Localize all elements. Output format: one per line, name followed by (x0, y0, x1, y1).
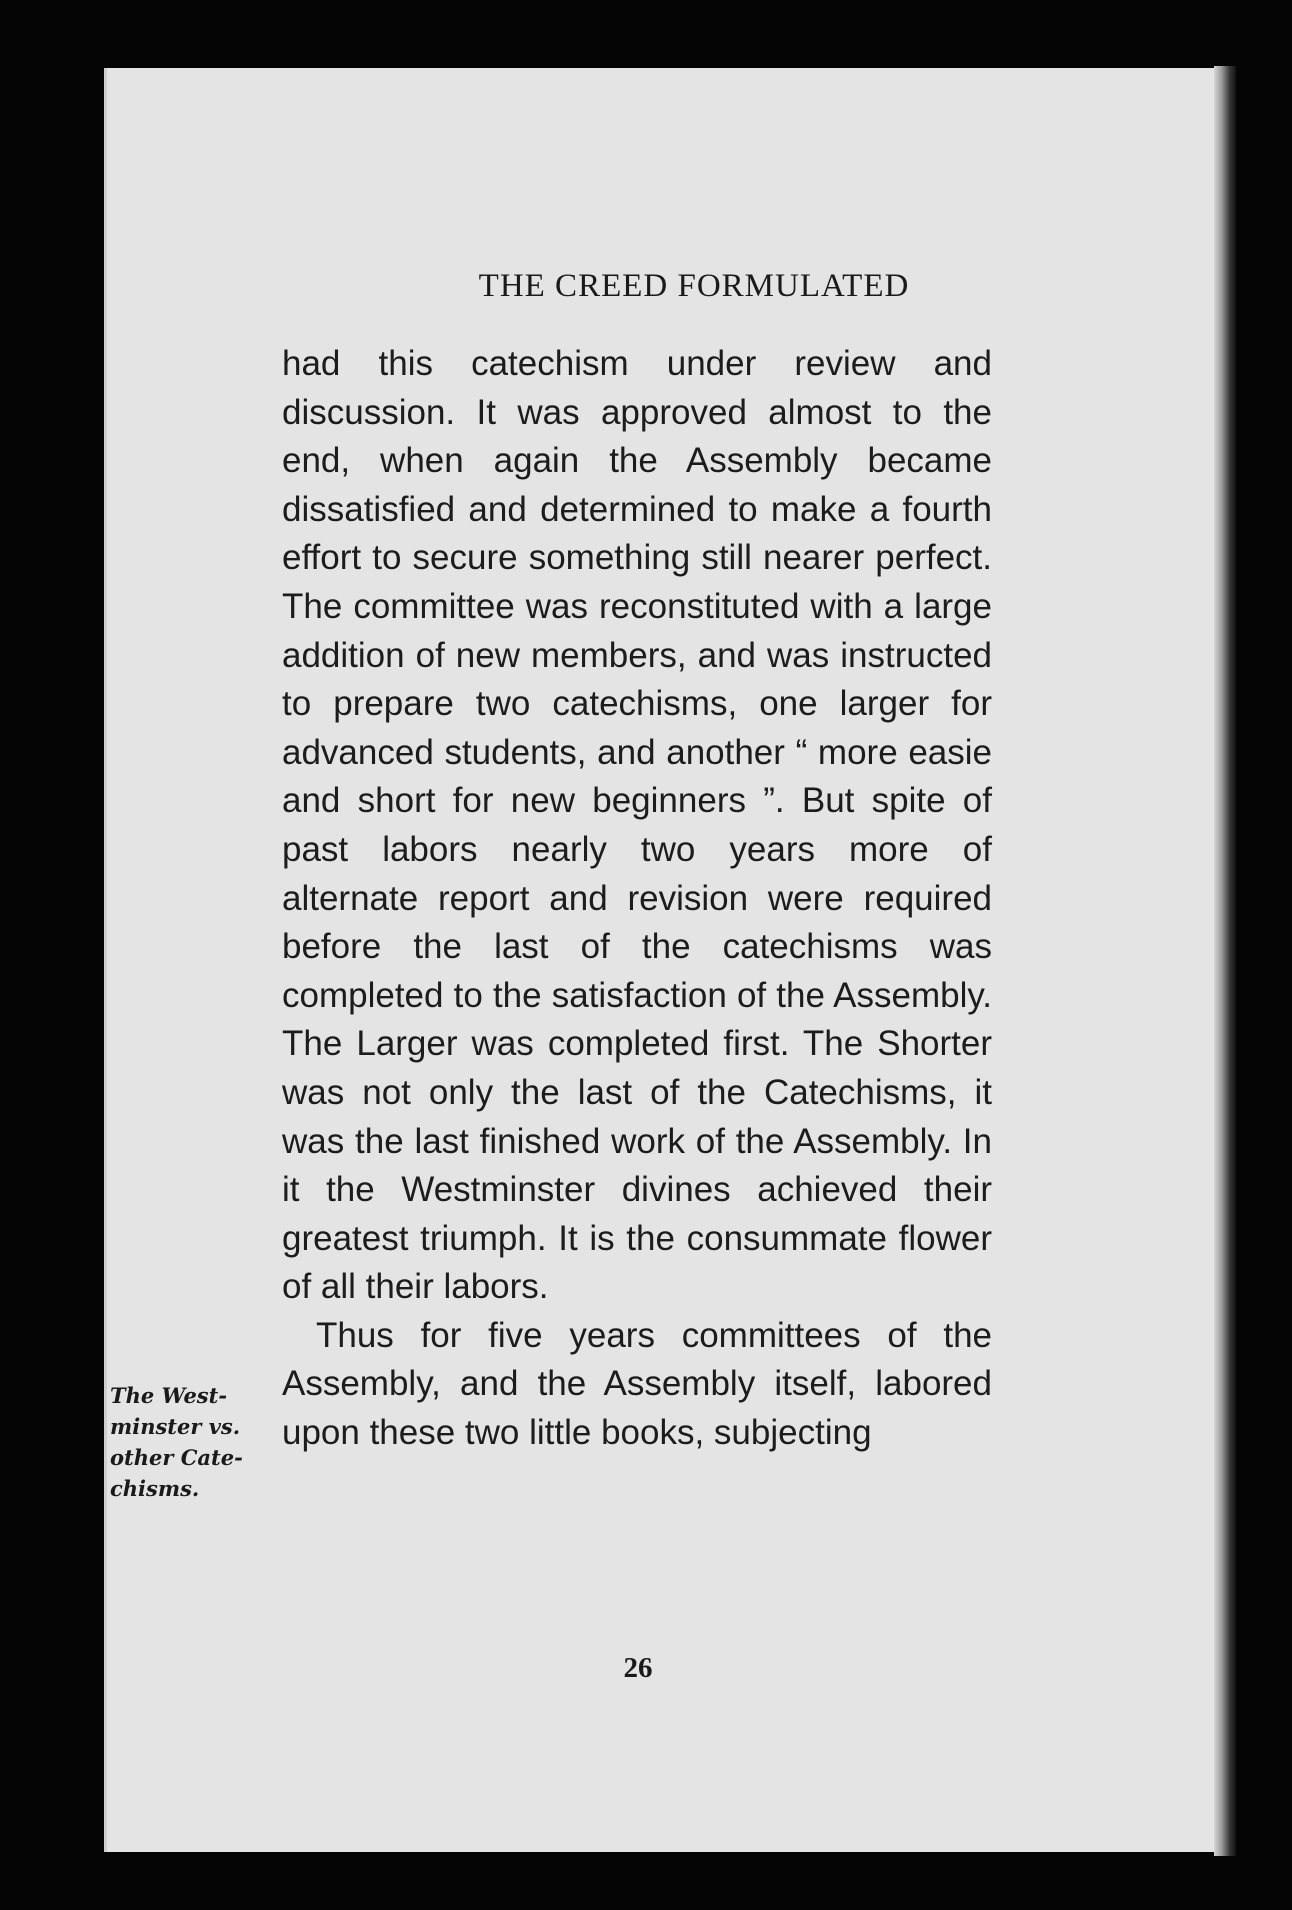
margin-note-line: other Cate- (110, 1445, 243, 1470)
running-head: THE CREED FORMULATED (478, 268, 910, 304)
margin-note-line: The West- (110, 1383, 228, 1408)
body-text (282, 340, 992, 1458)
margin-note-line: minster vs. (110, 1414, 241, 1439)
page-edge-shadow (1214, 66, 1236, 1856)
margin-note-line: chisms. (110, 1476, 200, 1501)
margin-note (110, 1380, 270, 1504)
paragraph-2: Thus for five years committees of the Assembly, and the Assembly itself, labored upon these two little books, subjecting (282, 1315, 992, 1453)
page-number: 26 (623, 1652, 653, 1684)
paragraph-1: had this catechism under review and discussion. It was approved almost to the end, when again the Assembly became dissatisfied and determined to make a fourth effort to secure something still nearer perfect. The committee was reconstituted with a large addition of new members, and was instructed to prepare two catechisms, one larger for advanced students, and another “ more easie and short for new beginners ”. But spite of past labors nearly two years more of alternate report and revision were required before the last of the catechisms was completed to the satisfaction of the Assembly. The Larger was completed first. The Shorter was not only the last of the Catechisms, it was the last finished work of the Assembly. In it the Westminster divines achieved their greatest triumph. It is the consummate flower of all their labors. (282, 344, 992, 1307)
